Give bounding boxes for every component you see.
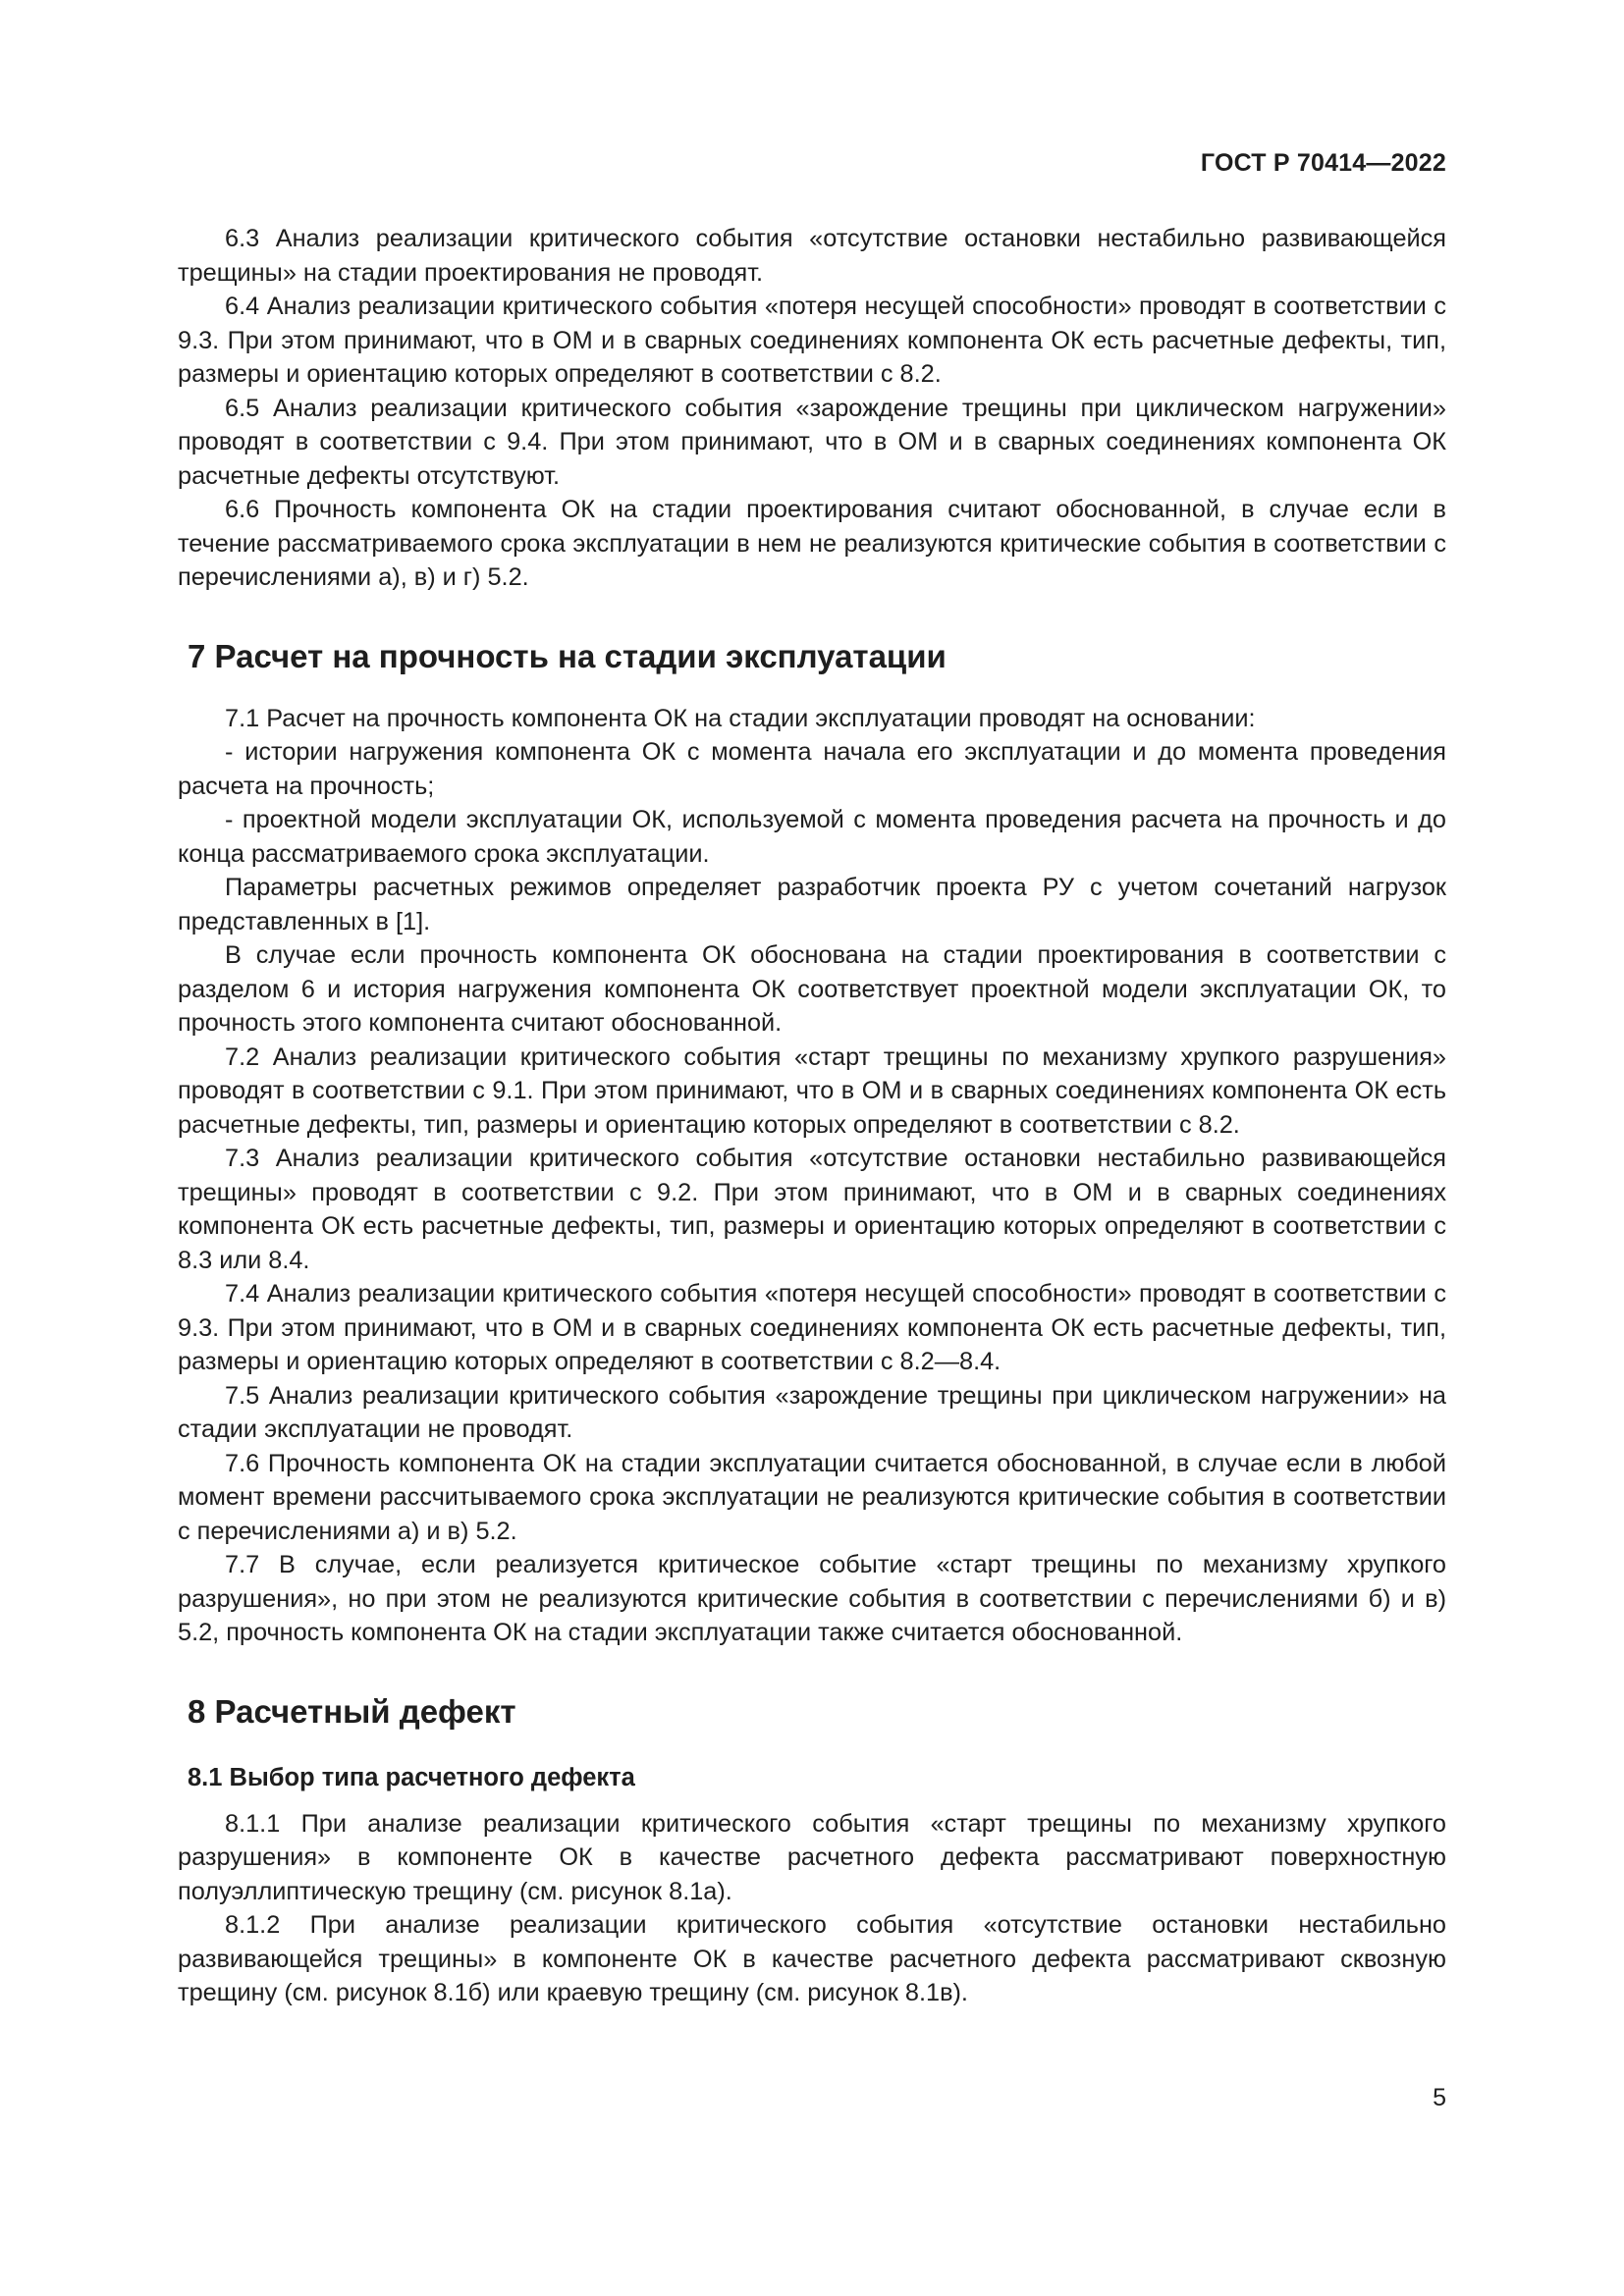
page-content	[178, 222, 1446, 2010]
paragraph-8-1-2: 8.1.2 При анализе реализации критического события «отсутствие остановки нестабильно развивающейся трещины» в компоненте ОК в качестве расчетного дефекта рассматривают сквозную трещину (см. рисунок 8.1б) или краевую трещину (см. рисунок 8.1в).	[178, 1911, 1446, 2006]
paragraph-7-4: 7.4 Анализ реализации критического события «потеря несущей способности» проводят в соответствии с 9.3. При этом принимают, что в ОМ и в сварных соединениях компонента ОК есть расчетные дефекты, тип, размеры и ориентацию которых определяют в соответствии с 8.2—8.4.	[178, 1280, 1446, 1375]
paragraph-6-3: 6.3 Анализ реализации критического события «отсутствие остановки нестабильно развивающейся трещины» на стадии проектирования не проводят.	[178, 225, 1446, 287]
paragraph-6-6: 6.6 Прочность компонента ОК на стадии проектирования считают обоснованной, в случае если в течение рассматриваемого срока эксплуатации в нем не реализуются критические события в соответствии с перечислениями а), в) и г) 5.2.	[178, 496, 1446, 591]
paragraph-7-2: 7.2 Анализ реализации критического события «старт трещины по механизму хрупкого разрушения» проводят в соответствии с 9.1. При этом принимают, что в ОМ и в сварных соединениях компонента ОК есть расчетные дефекты, тип, размеры и ориентацию которых определяют в соответствии с 8.2.	[178, 1042, 1446, 1139]
paragraph-7-1: 7.1 Расчет на прочность компонента ОК на стадии эксплуатации проводят на основании:	[225, 704, 1256, 732]
paragraph-7-6: 7.6 Прочность компонента ОК на стадии эксплуатации считается обоснованной, в случае если в любой момент времени рассчитываемого срока эксплуатации не реализуются критические события в соответствии с перечислениями а) и в) 5.2.	[178, 1449, 1446, 1545]
document-header: ГОСТ Р 70414—2022	[1200, 149, 1446, 177]
paragraph-7-5: 7.5 Анализ реализации критического события «зарождение трещины при циклическом нагружении» на стадии эксплуатации не проводят.	[178, 1381, 1446, 1443]
list-item-model: - проектной модели эксплуатации ОК, используемой с момента проведения расчета на прочность и до конца рассматриваемого срока эксплуатации.	[178, 806, 1446, 868]
paragraph-8-1-1: 8.1.1 При анализе реализации критического события «старт трещины по механизму хрупкого разрушения» в компоненте ОК в качестве расчетного дефекта рассматривают поверхностную полуэллиптическую трещину (см. рисунок 8.1а).	[178, 1809, 1446, 1905]
paragraph-7-1-params: Параметры расчетных режимов определяет разработчик проекта РУ с учетом сочетаний нагрузок представленных в [1].	[178, 874, 1446, 935]
paragraph-7-3: 7.3 Анализ реализации критического события «отсутствие остановки нестабильно развивающейся трещины» проводят в соответствии с 9.2. При этом принимают, что в ОМ и в сварных соединениях компонента ОК есть расчетные дефекты, тип, размеры и ориентацию которых определяют в соответствии с 8.3 или 8.4.	[178, 1145, 1446, 1274]
paragraph-6-5: 6.5 Анализ реализации критического события «зарождение трещины при циклическом нагружении» проводят в соответствии с 9.4. При этом принимают, что в ОМ и в сварных соединениях компонента ОК расчетные дефекты отсутствуют.	[178, 394, 1446, 490]
page-number: 5	[1433, 2084, 1446, 2111]
paragraph-6-4: 6.4 Анализ реализации критического события «потеря несущей способности» проводят в соответствии с 9.3. При этом принимают, что в ОМ и в сварных соединениях компонента ОК есть расчетные дефекты, тип, размеры и ориентацию которых определяют в соответствии с 8.2.	[178, 293, 1446, 388]
paragraph-7-7: 7.7 В случае, если реализуется критическое событие «старт трещины по механизму хрупкого разрушения», но при этом не реализуются критические события в соответствии с перечислениями б) и в) 5.2, прочность компонента ОК на стадии эксплуатации также считается обоснованной.	[178, 1551, 1446, 1646]
list-item-history: - истории нагружения компонента ОК с момента начала его эксплуатации и до момента проведения расчета на прочность;	[178, 738, 1446, 800]
subsection-8-1-heading: 8.1 Выбор типа расчетного дефекта	[188, 1763, 635, 1791]
section-8-heading: 8 Расчетный дефект	[188, 1692, 516, 1730]
paragraph-7-1-case: В случае если прочность компонента ОК обоснована на стадии проектирования в соответствии с разделом 6 и история нагружения компонента ОК соответствует проектной модели эксплуатации ОК, то прочность этого компонента считают обоснованной.	[178, 941, 1446, 1037]
section-7-heading: 7 Расчет на прочность на стадии эксплуатации	[188, 637, 947, 674]
